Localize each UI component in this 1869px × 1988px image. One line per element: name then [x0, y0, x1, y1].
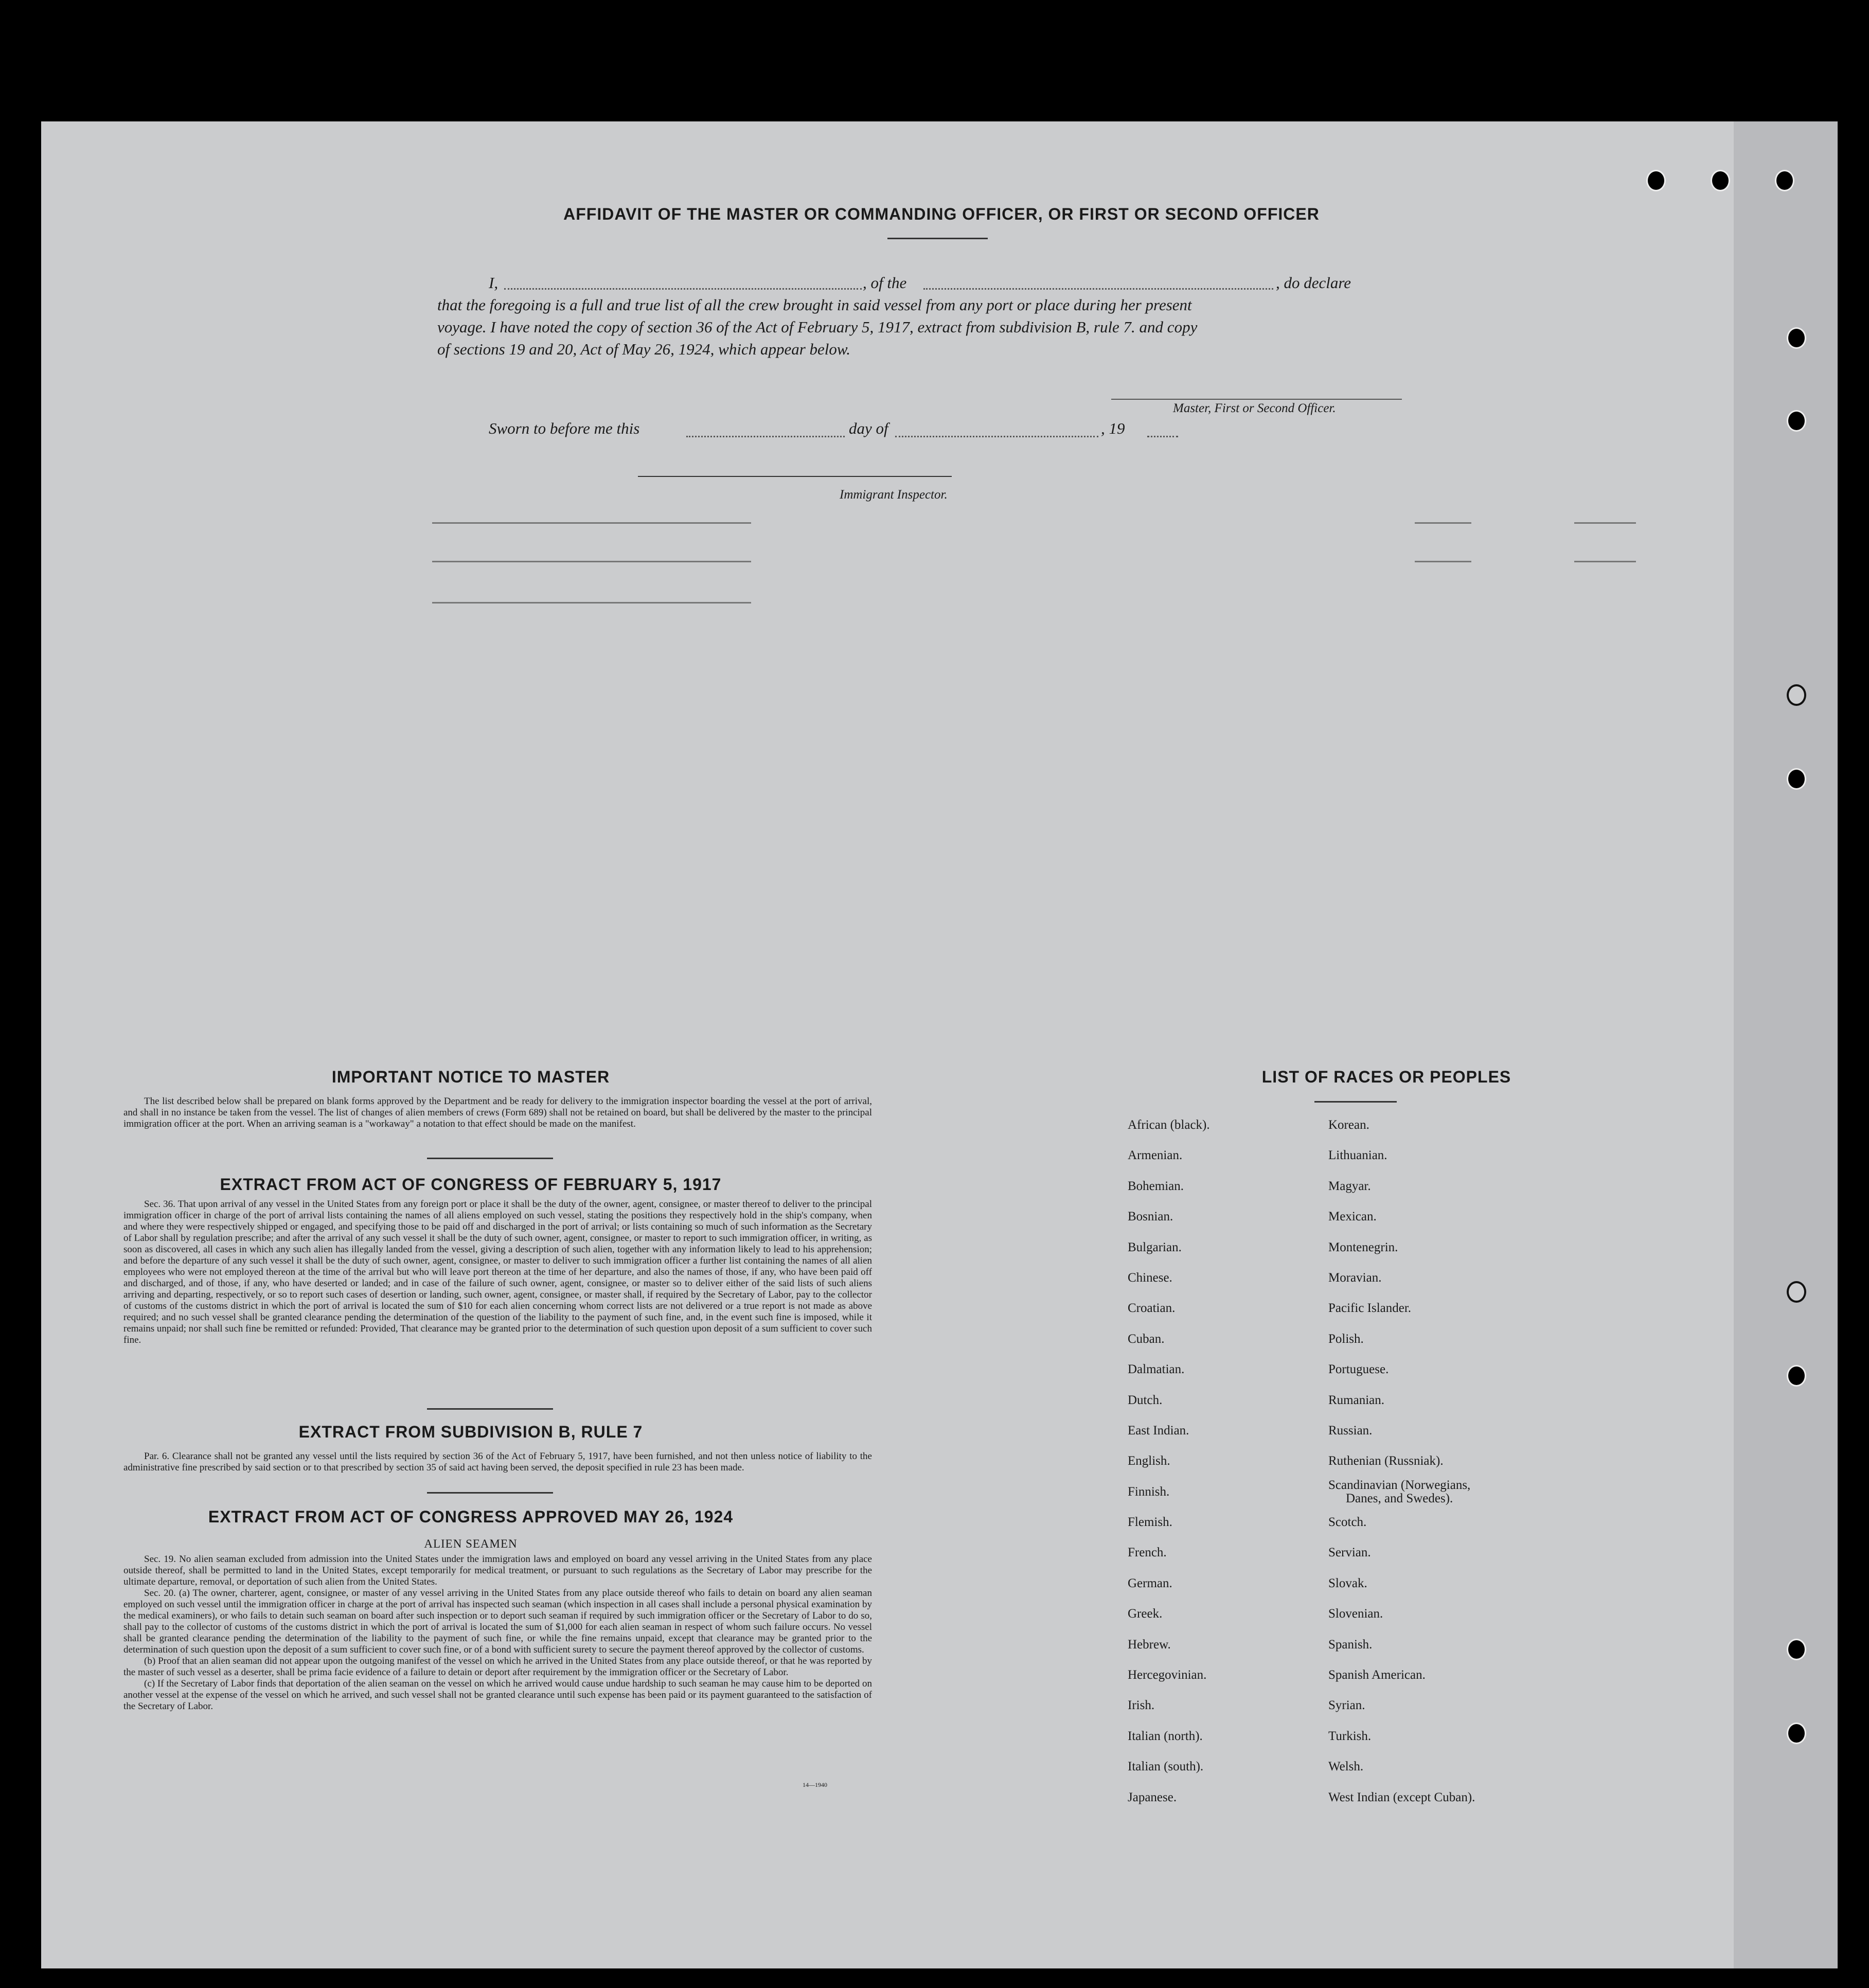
master-signature-caption: Master, First or Second Officer. — [1173, 401, 1336, 415]
declarant-label: I, — [489, 274, 499, 292]
race-item: Ruthenian (Russniak). — [1328, 1454, 1444, 1468]
punch-hole-icon — [1787, 684, 1806, 706]
punch-hole-icon — [1787, 1365, 1806, 1387]
race-item: Spanish American. — [1328, 1668, 1426, 1682]
race-item: Welsh. — [1328, 1760, 1364, 1774]
race-item: Magyar. — [1328, 1179, 1371, 1193]
divider — [427, 1492, 553, 1494]
sworn-day-field[interactable] — [686, 436, 845, 437]
race-item: Montenegrin. — [1328, 1240, 1398, 1254]
race-item: Irish. — [1128, 1698, 1155, 1713]
inspector-caption: Immigrant Inspector. — [840, 488, 948, 502]
punch-hole-icon — [1787, 1639, 1806, 1660]
vessel-name-field[interactable] — [923, 288, 1273, 290]
affidavit-line-2: that the foregoing is a full and true list of all the crew brought in said vessel from any port or place during her present — [437, 296, 1192, 314]
race-item: English. — [1128, 1454, 1170, 1468]
races-left-column — [1128, 1110, 1210, 1813]
master-signature-field[interactable] — [1111, 399, 1402, 400]
race-item-scandinavian: Scandinavian (Norwegians, — [1328, 1478, 1471, 1492]
race-item: Rumanian. — [1328, 1393, 1385, 1407]
race-item: Russian. — [1328, 1423, 1373, 1437]
affidavit-line-4: of sections 19 and 20, Act of May 26, 1924, which appear below. — [437, 340, 851, 358]
declarant-name-field[interactable] — [504, 288, 862, 290]
race-item: Bulgarian. — [1128, 1240, 1182, 1254]
affidavit-line-3: voyage. I have noted the copy of section 36 of the Act of February 5, 1917, extract from subdivision B, rule 7. and copy — [437, 318, 1198, 336]
punch-hole-icon — [1787, 768, 1806, 790]
race-item: Finnish. — [1128, 1484, 1170, 1499]
declare-label: , do declare — [1276, 274, 1351, 292]
race-item: Turkish. — [1328, 1729, 1372, 1743]
race-item: Bosnian. — [1128, 1210, 1173, 1224]
race-item: African (black). — [1128, 1118, 1210, 1132]
race-item: Slovak. — [1328, 1576, 1367, 1590]
extract-1917-title: EXTRACT FROM ACT OF CONGRESS OF FEBRUARY 5, 1917 — [220, 1175, 722, 1194]
punch-hole-icon — [1787, 1281, 1806, 1303]
inspector-signature-field[interactable] — [638, 476, 952, 477]
form-number: 14—1940 — [803, 1781, 827, 1788]
affidavit-title-rule — [887, 238, 988, 239]
race-item: Mexican. — [1328, 1210, 1377, 1224]
day-of-label: day of — [849, 419, 888, 437]
race-item: Hercegovinian. — [1128, 1668, 1207, 1682]
race-item: Italian (north). — [1128, 1729, 1203, 1743]
race-item: Spanish. — [1328, 1637, 1373, 1652]
race-item: Armenian. — [1128, 1148, 1183, 1163]
race-item: East Indian. — [1128, 1423, 1189, 1437]
race-item: Dalmatian. — [1128, 1362, 1185, 1377]
race-item: Cuban. — [1128, 1332, 1165, 1346]
vessel-label: , of the — [863, 274, 907, 292]
sworn-line — [489, 419, 1209, 442]
divider — [427, 1408, 553, 1410]
sworn-year-field[interactable] — [1147, 436, 1178, 437]
punch-hole-icon — [1787, 327, 1806, 349]
affidavit-title: AFFIDAVIT OF THE MASTER OR COMMANDING OFFICER, OR FIRST OR SECOND OFFICER — [563, 205, 1320, 223]
race-item: Slovenian. — [1328, 1607, 1383, 1621]
race-item: Servian. — [1328, 1546, 1371, 1560]
race-item: Flemish. — [1128, 1515, 1172, 1530]
extract-1924-body — [123, 1554, 872, 1712]
punch-hole-icon — [1787, 1723, 1806, 1744]
races-title: LIST OF RACES OR PEOPLES — [1261, 1068, 1511, 1086]
race-item: Hebrew. — [1128, 1637, 1171, 1652]
punch-hole-icon — [1775, 170, 1794, 191]
notice-title: IMPORTANT NOTICE TO MASTER — [331, 1068, 610, 1086]
divider — [1314, 1101, 1397, 1103]
race-item: Moravian. — [1328, 1270, 1382, 1285]
year-label: , 19 — [1101, 419, 1125, 437]
race-item: Dutch. — [1128, 1393, 1163, 1407]
race-item: Japanese. — [1128, 1790, 1177, 1804]
rule-7-title: EXTRACT FROM SUBDIVISION B, RULE 7 — [298, 1423, 643, 1441]
punch-hole-icon — [1646, 170, 1666, 191]
punch-hole-icon — [1711, 170, 1730, 191]
race-item: Croatian. — [1128, 1301, 1176, 1316]
divider — [427, 1158, 553, 1159]
race-item-scandinavian-cont: Danes, and Swedes). — [1346, 1491, 1453, 1505]
race-item: Pacific Islander. — [1328, 1301, 1412, 1316]
punch-hole-icon — [1787, 410, 1806, 432]
race-item — [1328, 1477, 1475, 1507]
extract-1917-body: Sec. 36. That upon arrival of any vessel in the United States from any foreign port or place it shall be the duty of the owner, agent, consignee, or master thereof to deliver to the principal immigration officer in charge of the port of arrival lists containing the names of all aliens employed on such vessel, stating the positions they respectively hold in the ship's company, when and where they were respectively shipped or engaged, and specifying those to be paid off and discharged in the port of arrival; or lists containing so much of such information as the Secretary of Labor shall by regulation prescribe; and after the arrival of any such vessel it shall be the duty of such owner, agent, consignee, or master to report to such immigration officer, in writing, as soon as discovered, all cases in which any such alien has illegally landed from the vessel, giving a description of such alien, together with any information likely to lead to his apprehension; and before the departure of any such vessel it shall be the duty of such owner, agent, consignee, or master to deliver to such immigration officer a further list containing the names of all alien employees who were not employed thereon at the time of the arrival but who will leave port thereon at the time of her departure, and also the names of those, if any, who have been paid off and discharged, and of those, if any, who have deserted or landed; and in case of the failure of such owner, agent, consignee, or master so to deliver either of the said lists of such aliens arriving and departing, respectively, or so to report such cases of desertion or landing, such owner, agent, consignee, or master shall, if required by the Secretary of Labor, pay to the collector of customs of the customs district in which the port of arrival is located the sum of $10 for each alien concerning whom correct lists are not delivered or a true report is not made as above required; and no such vessel shall be granted clearance pending the determination of the question of the liability to the payment of such fine, and, in the event such fine is imposed, while it remains unpaid; nor shall such fine be remitted or refunded: Provided, That clearance may be granted prior to the determination of such question upon deposit of a sum sufficient to cover such fine. — [123, 1199, 872, 1345]
race-item: Italian (south). — [1128, 1760, 1204, 1774]
race-item: Syrian. — [1328, 1698, 1365, 1713]
race-item: French. — [1128, 1546, 1167, 1560]
race-item: Scotch. — [1328, 1515, 1367, 1530]
alien-seamen-subtitle: ALIEN SEAMEN — [424, 1537, 518, 1550]
rule-7-body: Par. 6. Clearance shall not be granted any vessel until the lists required by section 36 of the Act of February 5, 1917, have been furnished, and not then unless notice of liability to the administrative fine prescribed by said section or to that prescribed by section 35 of said act having been served, the deposit specified in rule 23 has been made. — [123, 1451, 872, 1473]
race-item: Portuguese. — [1328, 1362, 1389, 1377]
sec-20a-text: Sec. 20. (a) The owner, charterer, agent, consignee, or master of any vessel arriving in the United States from any place outside thereof who fails to detain on board any alien seaman employed on such vessel until the immigration officer in charge at the port of arrival has inspected such seaman (which inspection in all cases shall include a personal physical examination by the medical examiners), or who fails to detain such seaman on board after such inspection or to deport such seaman if required by such immigration officer or the Secretary of Labor to do so, shall pay to the collector of customs of the customs district in which the port of arrival is located the sum of $1,000 for each alien seaman in respect of whom such failure occurs. No vessel shall be granted clearance pending the determination of the liability to the payment of such fine, or while the fine remains unpaid, except that clearance may be granted prior to the determination of such question upon the deposit of a sum sufficient to cover such fine, or of a bond with sufficient surety to secure the payment thereof approved by the collector of customs. — [123, 1588, 872, 1655]
affidavit-text — [437, 272, 1440, 360]
race-item: Lithuanian. — [1328, 1148, 1387, 1163]
notice-body: The list described below shall be prepared on blank forms approved by the Department and be ready for delivery to the immigration inspector boarding the vessel at the port of arrival, and shall in no instance be taken from the vessel. The list of changes of alien members of crews (Form 689) shall not be retained on board, but shall be delivered by the master to the principal immigration officer at the port. When an arriving seaman is a "workaway" a notation to that effect should be made on the manifest. — [123, 1096, 872, 1129]
race-item: West Indian (except Cuban). — [1328, 1790, 1475, 1804]
sworn-label: Sworn to before me this — [489, 419, 640, 437]
race-item: German. — [1128, 1576, 1172, 1590]
sec-19-text: Sec. 19. No alien seaman excluded from admission into the United States under the immigration laws and employed on board any vessel arriving in the United States from any place outside thereof, shall be permitted to land in the United States, except temporarily for medical treatment, or pursuant to such regulations as the Secretary of Labor may prescribe for the ultimate departure, removal, or deportation of such alien from the United States. — [123, 1554, 872, 1587]
race-item: Greek. — [1128, 1607, 1163, 1621]
sec-20b-text: (b) Proof that an alien seaman did not appear upon the outgoing manifest of the vessel on which he arrived in the United States from any place outside thereof, or that he was reported by the master of such vessel as a deserter, shall be prima facie evidence of a failure to detain or deport after requirement by the immigration officer or the Secretary of Labor. — [123, 1656, 872, 1678]
race-item: Polish. — [1328, 1332, 1364, 1346]
race-item: Bohemian. — [1128, 1179, 1184, 1193]
sworn-month-field[interactable] — [895, 436, 1098, 437]
extract-1924-title: EXTRACT FROM ACT OF CONGRESS APPROVED MAY 26, 1924 — [208, 1507, 734, 1526]
races-right-column — [1328, 1110, 1475, 1813]
race-item: Korean. — [1328, 1118, 1369, 1132]
sec-20c-text: (c) If the Secretary of Labor finds that deportation of the alien seaman on the vessel on which he arrived would cause undue hardship to such seaman he may cause him to be deported on another vessel at the expense of the vessel on which he arrived, and such vessel shall not be granted clearance until such expense has been paid or its payment guaranteed to the satisfaction of the Secretary of Labor. — [123, 1678, 872, 1712]
race-item: Chinese. — [1128, 1270, 1172, 1285]
